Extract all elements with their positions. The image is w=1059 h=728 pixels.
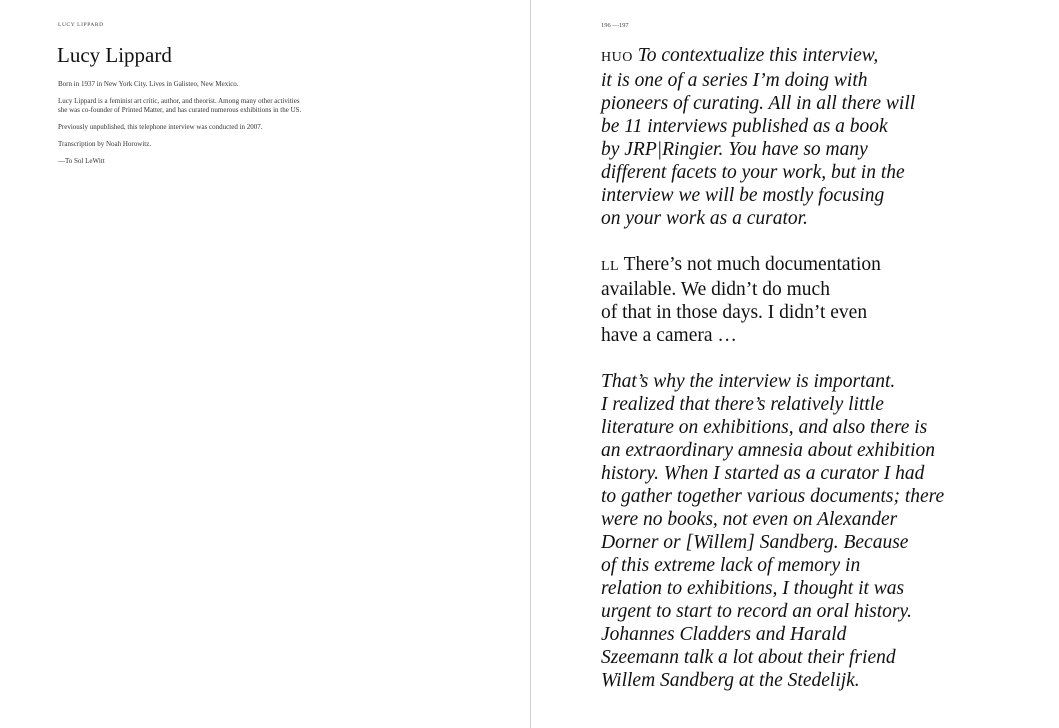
bio-block bbox=[58, 80, 348, 175]
text-line: were no books, not even on Alexander bbox=[601, 509, 898, 530]
bio-description bbox=[58, 97, 348, 114]
bio-description-line: she was co-founder of Printed Matter, and has curated numerous exhibitions in the US. bbox=[58, 105, 302, 114]
text-line: it is one of a series I’m doing with bbox=[601, 70, 868, 91]
text-line: literature on exhibitions, and also there is bbox=[601, 417, 928, 438]
interview-paragraph-huo-2 bbox=[601, 370, 945, 692]
text-line: an extraordinary amnesia about exhibition bbox=[601, 440, 935, 461]
text-line: of that in those days. I didn’t even bbox=[601, 302, 868, 323]
text-line: That’s why the interview is important. bbox=[601, 371, 896, 392]
text-line: by JRP|Ringier. You have so many bbox=[601, 139, 868, 160]
text-line: history. When I started as a curator I had bbox=[601, 463, 925, 484]
text-line: HUO To contextualize this interview, bbox=[601, 45, 879, 66]
text-line: LL There’s not much documentation bbox=[601, 254, 881, 275]
text-line: to gather together various documents; there bbox=[601, 486, 945, 507]
text-line: urgent to start to record an oral history. bbox=[601, 601, 912, 622]
interview-text bbox=[601, 44, 945, 715]
speaker-label-ll: LL bbox=[601, 259, 620, 274]
bio-previously: Previously unpublished, this telephone interview was conducted in 2007. bbox=[58, 122, 263, 131]
text-line: pioneers of curating. All in all there will bbox=[601, 93, 916, 114]
text-line: have a camera … bbox=[601, 325, 737, 346]
text-line: on your work as a curator. bbox=[601, 208, 808, 229]
bio-description-line: Lucy Lippard is a feminist art critic, author, and theorist. Among many other activities bbox=[58, 97, 300, 106]
text-line: be 11 interviews published as a book bbox=[601, 116, 888, 137]
text-line: different facets to your work, but in the bbox=[601, 162, 905, 183]
page-title: Lucy Lippard bbox=[57, 43, 172, 67]
text-line: of this extreme lack of memory in bbox=[601, 555, 861, 576]
text-line: relation to exhibitions, I thought it was bbox=[601, 578, 905, 599]
speaker-label-huo: HUO bbox=[601, 50, 633, 65]
interview-paragraph-huo bbox=[601, 44, 931, 230]
text-line: interview we will be mostly focusing bbox=[601, 185, 885, 206]
bio-dedication: —To Sol LeWitt bbox=[58, 157, 105, 166]
text-line: Szeemann talk a lot about their friend bbox=[601, 647, 896, 668]
folio: 196 —197 bbox=[601, 22, 629, 29]
interview-paragraph-ll bbox=[601, 253, 931, 347]
bio-transcription: Transcription by Noah Horowitz. bbox=[58, 140, 152, 149]
text-line: Dorner or [Willem] Sandberg. Because bbox=[601, 532, 909, 553]
right-page bbox=[531, 0, 1059, 728]
text-line: Johannes Cladders and Harald bbox=[601, 624, 847, 645]
running-head: LUCY LIPPARD bbox=[58, 22, 104, 28]
text-line: available. We didn’t do much bbox=[601, 279, 830, 300]
text-line: Willem Sandberg at the Stedelijk. bbox=[601, 670, 860, 691]
bio-born: Born in 1937 in New York City. Lives in Galisteo, New Mexico. bbox=[58, 80, 239, 88]
text-line: I realized that there’s relatively little bbox=[601, 394, 884, 415]
